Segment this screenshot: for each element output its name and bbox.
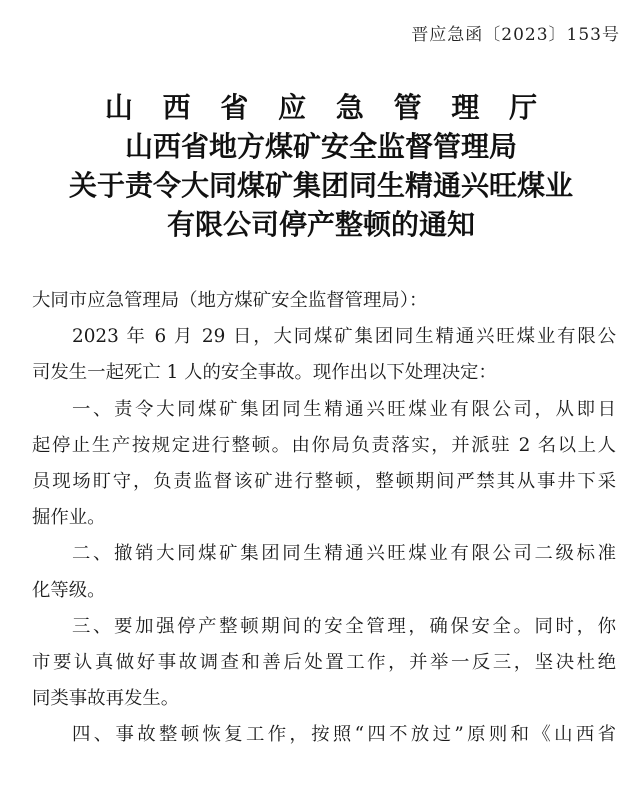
paragraph-line: 同类事故再发生。 — [32, 688, 180, 710]
title-line-1: 山 西 省 应 急 管 理 厅 — [104, 91, 548, 124]
title-line-4: 有限公司停产整顿的通知 — [166, 208, 475, 241]
document-title — [0, 88, 642, 244]
paragraph-line: 起停止生产按规定进行整顿。由你局负责落实，并派驻 2 名以上人 — [32, 434, 616, 456]
salutation: 大同市应急管理局（地方煤矿安全监督管理局）： — [32, 290, 428, 311]
paragraph-line: 员现场盯守，负责监督该矿进行整顿，整顿期间严禁其从事井下采 — [32, 470, 616, 492]
paragraph-line: 四、事故整顿恢复工作，按照“四不放过”原则和《山西省 — [72, 724, 616, 746]
paragraph-line: 化等级。 — [32, 579, 106, 601]
title-line-2: 山西省地方煤矿安全监督管理局 — [124, 130, 517, 163]
paragraph-line: 市要认真做好事故调查和善后处置工作，并举一反三，坚决杜绝 — [32, 651, 616, 673]
paragraph-line: 一、责令大同煤矿集团同生精通兴旺煤业有限公司，从即日 — [72, 398, 616, 420]
document-body — [32, 283, 616, 753]
paragraph-line: 2023 年 6 月 29 日，大同煤矿集团同生精通兴旺煤业有限公 — [72, 326, 616, 348]
paragraph-line: 掘作业。 — [32, 507, 106, 529]
paragraph-line: 三、要加强停产整顿期间的安全管理，确保安全。同时，你 — [72, 615, 616, 637]
title-line-3: 关于责令大同煤矿集团同生精通兴旺煤业 — [68, 169, 573, 202]
document-number: 晋应急函〔2023〕153号 — [411, 25, 620, 45]
paragraph-line: 司发生一起死亡 1 人的安全事故。现作出以下处理决定： — [32, 362, 497, 384]
paragraph-line: 二、撤销大同煤矿集团同生精通兴旺煤业有限公司二级标准 — [72, 543, 616, 565]
